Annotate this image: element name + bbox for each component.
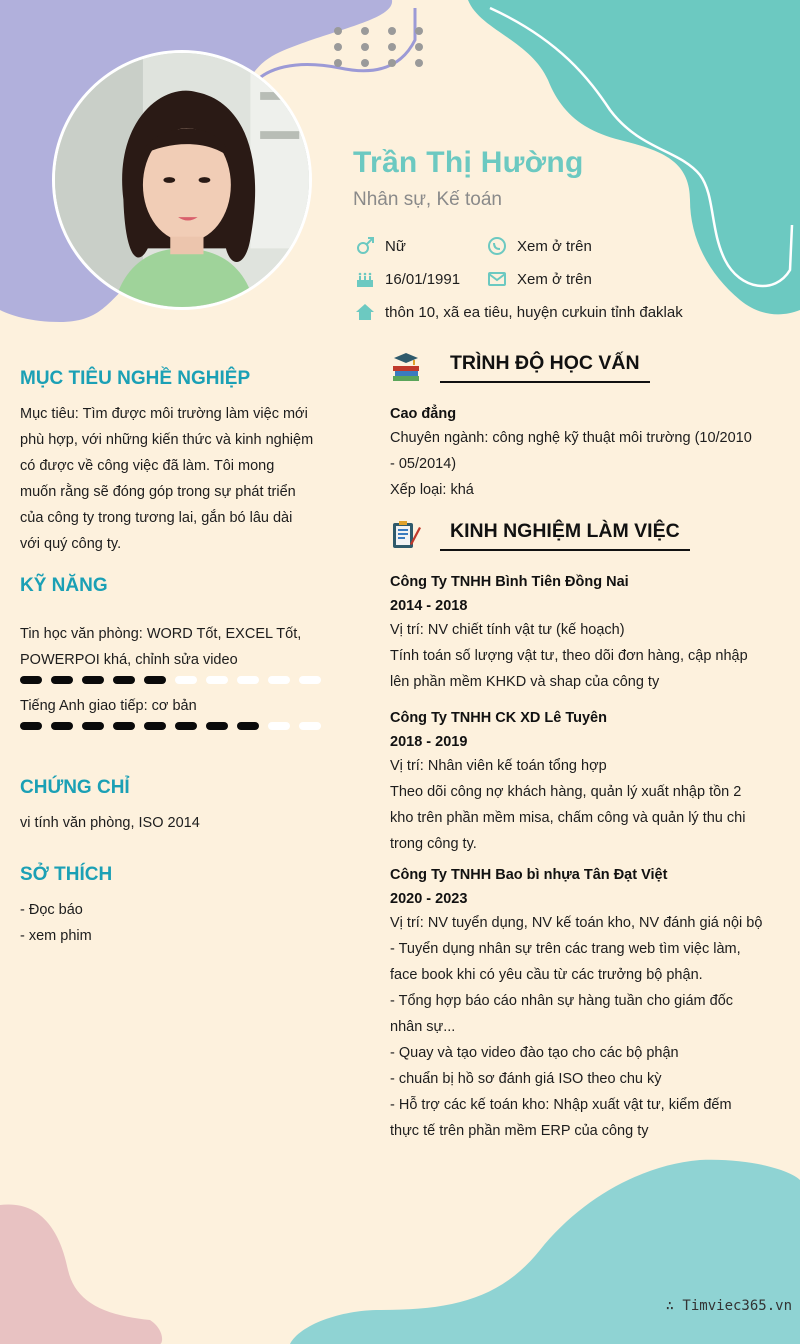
job-line: Tính toán số lượng vật tư, theo dõi đơn hàng, cập nhập — [390, 648, 748, 664]
skill-rating-segment — [113, 722, 135, 730]
birthday-value: 16/01/1991 — [385, 270, 461, 288]
objective-line: phù hợp, với những kiến thức và kinh nghiệm — [20, 432, 314, 448]
skill-rating-segment — [237, 676, 259, 684]
job-line: kho trên phần mềm misa, chấm công và quản lý thu chi — [390, 810, 746, 826]
skill-rating-segment — [20, 722, 42, 730]
skill-2-rating — [20, 722, 321, 730]
education-title: TRÌNH ĐỘ HỌC VẤN — [440, 350, 650, 383]
job-line: thực tế trên phần mềm ERP của công ty — [390, 1123, 649, 1139]
job-line: Vị trí: Nhân viên kế toán tổng hợp — [390, 758, 607, 774]
job-line: nhân sự... — [390, 1019, 456, 1035]
address-value: thôn 10, xã ea tiêu, huyện cưkuin tỉnh đaklak — [385, 303, 683, 321]
skill-rating-segment — [113, 676, 135, 684]
job-line: Vị trí: NV tuyển dụng, NV kế toán kho, NV đánh giá nội bộ — [390, 915, 763, 931]
candidate-name: Trần Thị Hường — [353, 146, 584, 179]
job-line: - chuẩn bị hồ sơ đánh giá ISO theo chu kỳ — [390, 1071, 662, 1087]
experience-title: KINH NGHIỆM LÀM VIỆC — [440, 518, 690, 551]
skill-rating-segment — [175, 676, 197, 684]
job-company: Công Ty TNHH Bao bì nhựa Tân Đạt Việt — [390, 867, 668, 883]
job-company: Công Ty TNHH Bình Tiên Đồng Nai — [390, 574, 629, 590]
envelope-icon — [486, 268, 508, 290]
job-line: Theo dõi công nợ khách hàng, quản lý xuất nhập tồn 2 — [390, 784, 742, 800]
phone-row — [486, 235, 592, 257]
skill-rating-segment — [144, 722, 166, 730]
skill-1-line: POWERPOI khá, chỉnh sửa video — [20, 652, 238, 668]
education-line: Chuyên ngành: công nghệ kỹ thuật môi trường (10/2010 — [390, 430, 752, 446]
whatsapp-icon — [486, 235, 508, 257]
profile-photo — [52, 50, 312, 310]
birthday-row — [354, 268, 460, 290]
objective-line: muốn rằng sẽ đóng góp trong sự phát triển — [20, 484, 296, 500]
education-header — [390, 350, 650, 383]
skills-title: KỸ NĂNG — [20, 575, 108, 596]
phone-value: Xem ở trên — [517, 237, 592, 255]
education-degree: Cao đẳng — [390, 406, 457, 422]
job-line: Vị trí: NV chiết tính vật tư (kế hoạch) — [390, 622, 625, 638]
home-icon — [354, 301, 376, 323]
skill-rating-segment — [175, 722, 197, 730]
job-period: 2020 - 2023 — [390, 891, 468, 907]
job-period: 2018 - 2019 — [390, 734, 468, 750]
skill-rating-segment — [51, 676, 73, 684]
certificates-text: vi tính văn phòng, ISO 2014 — [20, 815, 200, 831]
cake-icon — [354, 268, 376, 290]
gender-icon — [354, 235, 376, 257]
job-line: face book khi có yêu cầu từ các trưởng bộ phận. — [390, 967, 703, 983]
skill-1-line: Tin học văn phòng: WORD Tốt, EXCEL Tốt, — [20, 626, 302, 642]
hobby-item: - xem phim — [20, 928, 92, 944]
skill-rating-segment — [206, 722, 228, 730]
education-line: Xếp loại: khá — [390, 482, 474, 498]
objective-line: của công ty trong tương lai, gắn bó lâu dài — [20, 510, 293, 526]
skill-rating-segment — [82, 676, 104, 684]
objective-line: với quý công ty. — [20, 536, 122, 552]
job-line: - Tổng hợp báo cáo nhân sự hàng tuần cho giám đốc — [390, 993, 734, 1009]
job-line: - Quay và tạo video đào tạo cho các bộ phận — [390, 1045, 679, 1061]
objective-line: có được về công việc đã làm. Tôi mong — [20, 458, 275, 474]
job-line: - Hỗ trợ các kế toán kho: Nhập xuất vật tư, kiểm đếm — [390, 1097, 732, 1113]
graduation-books-icon — [390, 350, 422, 382]
watermark-text: ∴ Timviec365.vn — [665, 1298, 792, 1314]
job-line: trong công ty. — [390, 836, 477, 852]
clipboard-pen-icon — [390, 518, 422, 550]
hobbies-title: SỞ THÍCH — [20, 864, 113, 885]
skill-rating-segment — [82, 722, 104, 730]
skill-1-rating — [20, 676, 321, 684]
skill-rating-segment — [299, 722, 321, 730]
job-line: - Tuyển dụng nhân sự trên các trang web tìm việc làm, — [390, 941, 741, 957]
job-period: 2014 - 2018 — [390, 598, 468, 614]
job-company: Công Ty TNHH CK XD Lê Tuyên — [390, 710, 607, 726]
portrait-illustration — [55, 53, 309, 307]
skill-rating-segment — [51, 722, 73, 730]
experience-header — [390, 518, 690, 551]
gender-row — [354, 235, 406, 257]
skill-rating-segment — [268, 722, 290, 730]
email-row — [486, 268, 592, 290]
skill-rating-segment — [299, 676, 321, 684]
skill-rating-segment — [206, 676, 228, 684]
objective-title: MỤC TIÊU NGHỀ NGHIỆP — [20, 368, 251, 389]
objective-text — [20, 401, 318, 557]
gender-value: Nữ — [385, 237, 406, 255]
address-row — [354, 301, 683, 323]
objective-line: Mục tiêu: Tìm được môi trường làm việc mới — [20, 406, 308, 422]
candidate-role: Nhân sự, Kế toán — [353, 189, 502, 210]
email-value: Xem ở trên — [517, 270, 592, 288]
skill-rating-segment — [20, 676, 42, 684]
skill-rating-segment — [144, 676, 166, 684]
skill-rating-segment — [268, 676, 290, 684]
hobby-item: - Đọc báo — [20, 902, 83, 918]
job-line: lên phần mềm KHKD và shap của công ty — [390, 674, 660, 690]
certificates-title: CHỨNG CHỈ — [20, 777, 130, 798]
skill-rating-segment — [237, 722, 259, 730]
skill-2-line: Tiếng Anh giao tiếp: cơ bản — [20, 698, 197, 714]
education-line: - 05/2014) — [390, 456, 457, 472]
